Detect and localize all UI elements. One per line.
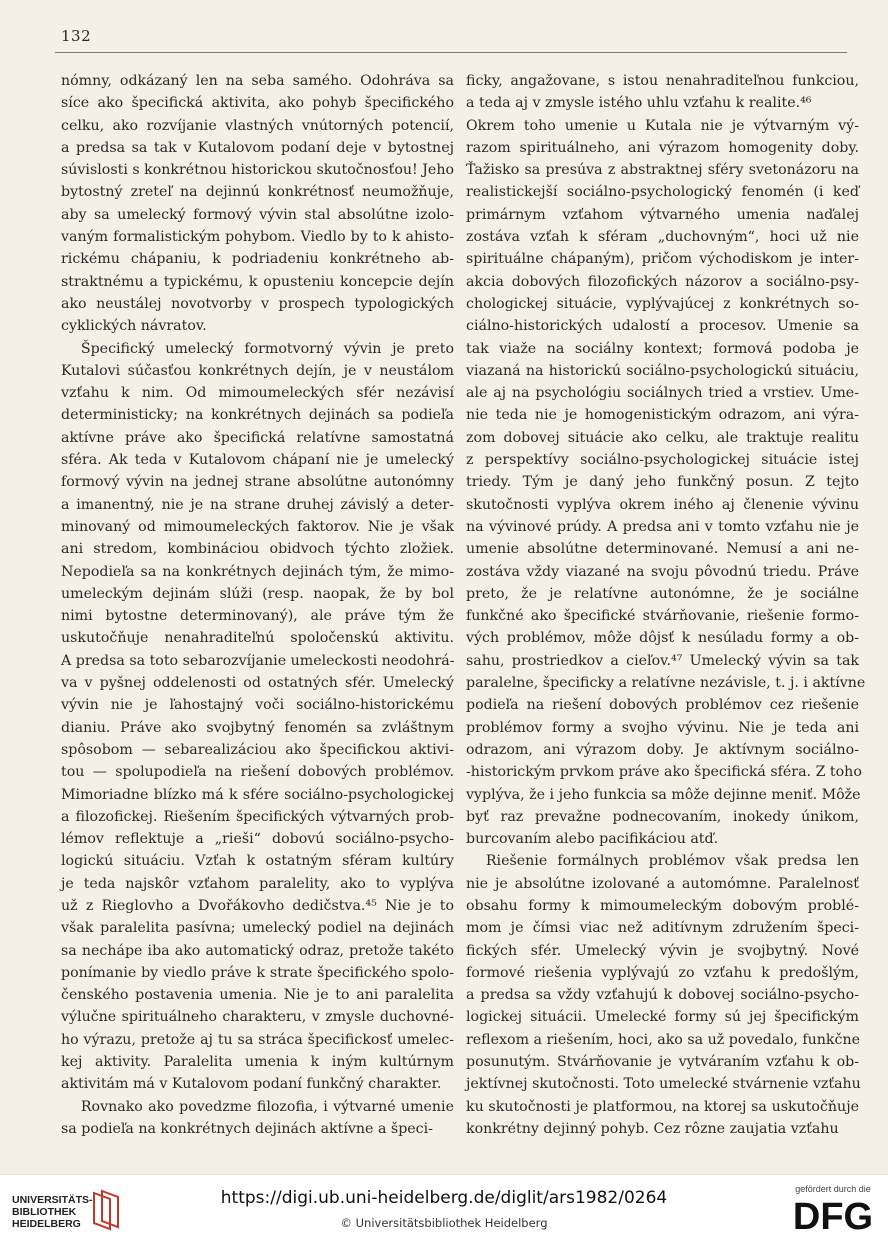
- text-line: ako neustálej novotvorby v prospech typologických: [61, 295, 454, 312]
- text-line: a predsa sa tak v Kutalovom podaní deje v bytostnej: [61, 139, 454, 156]
- text-line: umeleckým dejinám slúži (resp. naopak, že by bol: [61, 585, 454, 602]
- text-line: a predsa sa vždy vzťahujú k dobovej sociálno-psycho-: [466, 987, 859, 1004]
- text-line: triedy. Tým je daný jeho funkčný posun. Z tejto: [466, 474, 859, 491]
- text-line: podieľa na riešení dobových problémov cez riešenie: [466, 697, 859, 714]
- text-line: vzťahu k nim. Od mimoumeleckých sfér nezávisí: [61, 385, 454, 402]
- text-line: akcia dobových filozofických názorov a sociálno-psy-: [466, 273, 859, 290]
- library-name-line: BIBLIOTHEK: [12, 1206, 77, 1218]
- library-name-line: UNIVERSITÄTS-: [12, 1194, 93, 1206]
- text-line: skutočnosti vyplýva okrem iného aj členenie vývinu: [466, 496, 859, 513]
- text-line: zom dobovej situácie ako celku, ale traktuje realitu: [466, 429, 859, 446]
- text-line: minovaný od mimoumeleckých faktorov. Nie je však: [61, 518, 454, 535]
- page-number: 132: [61, 27, 92, 45]
- text-line: byť raz prevažne podnecovaním, inokedy únikom,: [466, 808, 859, 825]
- text-line: výlučne spirituálneho charakteru, v zmysle duchovné-: [61, 1009, 454, 1026]
- text-line: logickú situáciu. Vzťah k ostatným sféram kultúry: [61, 853, 454, 870]
- text-line: Mimoriadne blízko má k sfére sociálno-psychologickej: [61, 786, 454, 803]
- text-line: lémov reflektuje a „rieši“ dobovú sociálno-psycho-: [61, 831, 454, 848]
- text-line: konkrétny dejinný pohyb. Cez rôzne zaujatia vzťahu: [466, 1120, 839, 1137]
- text-line: Rovnako ako povedzme filozofia, i výtvarné umenie: [80, 1098, 454, 1115]
- text-line: jektívnej skutočnosti. Toto umelecké stvárnenie vzťahu: [466, 1076, 861, 1093]
- text-line: Špecifický umelecký formotvorný vývin je preto: [80, 340, 454, 357]
- text-line: zostáva vzťah k sféram „duchovným“, hoci už nie: [466, 229, 859, 246]
- text-line: A predsa sa toto sebarozvíjanie umeleckosti neodohrá-: [61, 652, 455, 669]
- text-line: sa podieľa na konkrétnych dejinách aktívne a špeci-: [61, 1120, 433, 1137]
- text-line: reflexom a riešením, hoci, ako sa už povedalo, funkčne: [466, 1031, 860, 1048]
- library-name-line: HEIDELBERG: [12, 1218, 81, 1230]
- text-line: odrazom, ani výrazom doby. Je aktívnym sociálno-: [466, 741, 859, 758]
- text-line: ciálno-historických udalostí a procesov. Umenie sa: [466, 318, 859, 335]
- text-line: rickému chápaniu, k podriadeniu konkrétneho ab-: [61, 251, 454, 268]
- text-line: nómny, odkázaný len na seba samého. Odohráva sa: [61, 73, 454, 89]
- text-line: va v pyšnej oddelenosti od ostatných sfér. Umelecký: [61, 675, 454, 692]
- text-line: primárnym vzťahom výtvarného umenia naďalej: [466, 206, 859, 223]
- right-text-column: [466, 70, 866, 1140]
- text-line: vývin nie je ľahostajný voči sociálno-historickému: [61, 697, 454, 714]
- text-line: kej aktivity. Paralelita umenia k iným kultúrnym: [61, 1054, 454, 1071]
- text-line: ale aj na psychológiu sociálnych tried a vrstiev. Ume-: [466, 385, 859, 402]
- dfg-logo-icon: [786, 1195, 880, 1235]
- text-line: zostáva vždy viazané na svoju pôvodnú triedu. Práve: [466, 563, 859, 580]
- text-line: aktivitám má v Kutalovom podaní funkčný charakter.: [61, 1076, 442, 1093]
- text-line: formové riešenia vyplývajú zo vzťahu k predošlým,: [466, 964, 859, 981]
- text-line: Kutalovi súčasťou konkrétnych dejín, je v neustálom: [61, 362, 454, 379]
- text-line: aby sa umelecký formový vývin stal absolútne izolo-: [61, 206, 454, 223]
- text-line: burcovaním alebo pacifikáciou atď.: [466, 831, 719, 848]
- text-line: deterministicky; na konkrétnych dejinách sa podieľa: [61, 407, 454, 424]
- text-line: bytostný zreteľ na dejinnú konkrétnosť neumožňuje,: [61, 184, 454, 201]
- funder-caption: gefördert durch die: [795, 1184, 871, 1194]
- text-line: -historickým prvkom práve ako špecifická sféra. Z toho: [466, 764, 862, 781]
- text-line: na vývinové prúdy. A predsa ani v tomto vzťahu nie je: [466, 518, 859, 535]
- text-line: a filozofickej. Riešením špecifických výtvarných prob-: [61, 808, 454, 825]
- text-line: vých problémov, môže dôjsť k nesúladu formy a ob-: [466, 630, 859, 647]
- text-line: síce ako špecifická aktivita, ako pohyb špecifického: [61, 95, 454, 112]
- text-line: paralelne, špecificky a relatívne nezávisle, t. j. i aktívne: [466, 675, 866, 692]
- dfg-logo-text: DFG: [792, 1196, 874, 1235]
- text-line: ficky, angažovane, s istou nenahraditeľnou funkciou,: [466, 73, 859, 89]
- text-line: dianiu. Práve ako svojbytný fenomén sa zvláštnym: [61, 719, 454, 736]
- text-line: spirituálne chápaným), pričom východiskom je inter-: [466, 251, 859, 268]
- text-line: nie teda nie je homogenistickým odrazom, ani výra-: [466, 407, 859, 424]
- text-line: realistickejší sociálno-psychologický fenomén (i keď: [466, 184, 859, 201]
- footer-bar: [0, 1174, 888, 1242]
- text-line: formový vývin na jednej strane absolútne autonómny: [61, 474, 454, 491]
- permalink-url[interactable]: https://digi.ub.uni-heidelberg.de/diglit/ars1982/0264: [220, 1188, 668, 1208]
- text-line: vaným formalistickým pohybom. Viedlo by to k ahisto-: [61, 229, 454, 246]
- text-line: preto, že je relatívne autonómne, že je sociálne: [466, 585, 859, 602]
- text-line: tou — spolupodieľa na riešení dobových problémov.: [61, 764, 454, 781]
- text-line: logickej situácii. Umelecké formy sú jej špecifickým: [466, 1009, 859, 1026]
- text-line: Riešenie formálnych problémov však predsa len: [485, 853, 859, 870]
- text-line: mom je čímsi viac než aditívnym združením špeci-: [466, 920, 859, 937]
- text-line: nimi bytostne determinovaný), ale práve tým že: [61, 608, 454, 625]
- text-line: z perspektívy sociálno-psychologickej situácie istej: [466, 452, 859, 469]
- text-line: fických sfér. Umelecký vývin je svojbytný. Nové: [466, 942, 859, 959]
- left-text-column: [61, 70, 454, 1140]
- text-line: razom spirituálneho, ani výrazom homogenity doby.: [466, 139, 859, 156]
- text-line: sa nechápe iba ako automatický odraz, pretože takéto: [61, 942, 454, 959]
- text-line: ani stredom, kombináciou obidvoch týchto zložiek.: [61, 541, 454, 558]
- text-line: viazaná na historickú sociálno-psychologickú situáciu,: [466, 362, 859, 379]
- text-line: vyplýva, že i jeho funkcia sa môže dejinne meniť. Môže: [466, 786, 861, 803]
- text-line: Okrem toho umenie u Kutala nie je výtvarným vý-: [466, 117, 859, 134]
- text-line: tak viaže na sociálny kontext; formová podoba je: [466, 340, 859, 357]
- text-line: je teda najskôr vzťahom paralelity, ako to vyplýva: [61, 875, 454, 892]
- text-line: Nepodieľa sa na konkrétnych dejinách tým, že mimo-: [61, 563, 454, 580]
- text-line: a teda aj v zmysle istého uhlu vzťahu k realite.⁴⁶: [466, 95, 812, 112]
- text-line: čenského postavenia umenia. Nie je to ani paralelita: [61, 987, 454, 1004]
- text-line: cyklických návratov.: [61, 318, 207, 335]
- text-line: celku, ako rozvíjanie vlastných vnútorných potencií,: [61, 117, 454, 134]
- text-line: spôsobom — sebarealizáciou ako špecifickou aktivi-: [61, 741, 454, 758]
- text-line: nie je absolútne izolované a automómne. Paralelnosť: [466, 875, 859, 892]
- text-line: problémov formy a svojho vývinu. Nie je teda ani: [466, 719, 859, 736]
- text-line: funkčné ako špecifické stvárňovanie, riešenie formo-: [466, 608, 859, 625]
- copyright-notice: © Universitätsbibliothek Heidelberg: [340, 1216, 548, 1230]
- text-line: posunutým. Stvárňovanie je vytváraním vzťahu k ob-: [466, 1054, 859, 1071]
- header-rule: [55, 52, 847, 53]
- text-line: už z Rieglovho a Dvořákovho dedičstva.⁴⁵ Nie je to: [61, 897, 454, 914]
- text-line: ho výrazu, pretože aj tu sa stráca špecifickosť umelec-: [61, 1031, 454, 1048]
- text-line: obsahu formy k mimoumeleckým dobovým problé-: [466, 897, 859, 914]
- text-line: však paralelita pasívna; umelecký podiel na dejinách: [61, 920, 454, 937]
- text-line: ponímanie by viedlo práve k strate špecifického spolo-: [61, 964, 454, 981]
- text-line: straktnému a typickému, k opusteniu koncepcie dejín: [61, 273, 454, 290]
- text-line: aktívne práve ako špecifická relatívne samostatná: [61, 429, 454, 446]
- text-line: umenie absolútne determinované. Nemusí a ani ne-: [466, 541, 859, 558]
- text-line: ku skutočnosti je platformou, na ktorej sa uskutočňuje: [466, 1098, 859, 1115]
- text-line: a imanentný, nie je na strane druhej závislý a deter-: [61, 496, 454, 513]
- text-line: chologickej situácie, vyplývajúcej z konkrétnych so-: [466, 295, 859, 312]
- text-line: uskutočňuje nenahraditeľnú spoločenskú aktivitu.: [61, 630, 454, 647]
- text-line: sféra. Ak teda v Kutalovom chápaní nie je umelecký: [61, 452, 454, 469]
- text-line: súvislosti s konkrétnou historickou skutočnosťou! Jeho: [61, 162, 454, 179]
- text-line: sahu, prostriedkov a cieľov.⁴⁷ Umelecký vývin sa tak: [466, 652, 859, 669]
- text-line: Ťažisko sa presúva z abstraktnej sféry svetonázoru na: [466, 162, 859, 179]
